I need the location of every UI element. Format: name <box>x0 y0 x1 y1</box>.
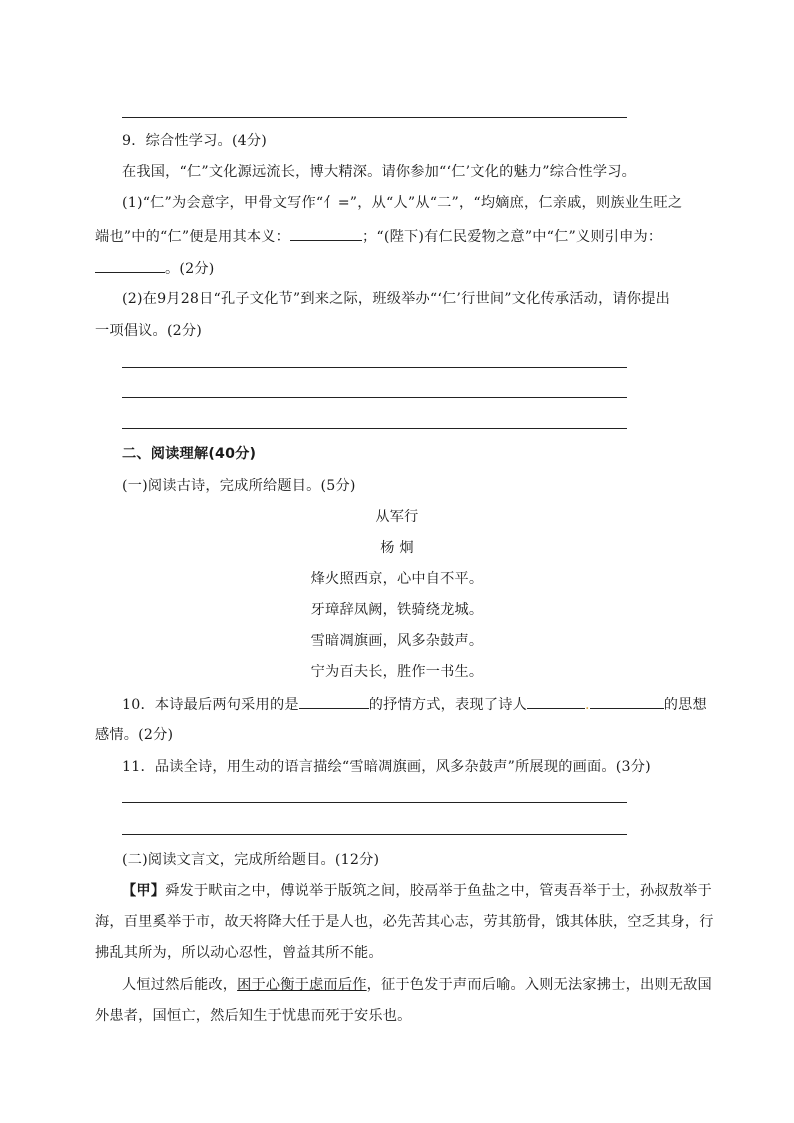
poem-line-1: 烽火照西京，心中自不平。 <box>310 571 484 587</box>
answer-line-top <box>122 117 627 118</box>
q10-blank-1[interactable] <box>299 694 369 709</box>
q10-text-c: 的思想 <box>663 697 707 713</box>
jia-line-5: 外患者，国恒亡，然后知生于忧患而死于安乐也。 <box>95 1008 412 1024</box>
q9-part2-line1: (2)在9月28日“孔子文化节”到来之际，班级举办“‘仁’行世间”文化传承活动，请你提出 <box>122 291 671 307</box>
q9-title: 9．综合性学习。(4分) <box>122 133 268 149</box>
answer-line-q11-1[interactable] <box>122 802 627 803</box>
poem-line-3: 雪暗凋旗画，风多杂鼓声。 <box>310 633 484 649</box>
jia-line-3: 拂乱其所为，所以动心忍性，曾益其所不能。 <box>95 945 383 961</box>
jia-text-1: 舜发于畎亩之中，傅说举于版筑之间，胶鬲举于鱼盐之中，管夷吾举于士，孙叔敖举于 <box>165 883 712 899</box>
q9-part1-text-b: ；“(陛下)有仁民爱物之意”中“仁”义则引申为： <box>362 229 663 245</box>
answer-line-q9-3[interactable] <box>122 428 627 429</box>
q9-part1-text-a: 端也”中的“仁”便是用其本义： <box>95 229 291 245</box>
jia-tag: 【甲】 <box>122 883 166 899</box>
jia-line-2: 海，百里奚举于市，故天将降大任于是人也，必先苦其心志，劳其筋骨，饿其体肤，空乏其身，行 <box>95 914 714 930</box>
section-2-title: 二、阅读理解(40分) <box>122 446 257 462</box>
q10-line1 <box>122 694 707 715</box>
poem-line-4: 宁为百夫长，胜作一书生。 <box>310 664 484 680</box>
q10-text-b: 的抒情方式，表现了诗人 <box>368 697 527 713</box>
jia-text-4a: 人恒过然后能改， <box>122 977 238 993</box>
q9-part1-text-c: 。(2分) <box>165 261 215 277</box>
jia-text-4b: ，征于色发于声而后喻。入则无法家拂士，出则无敌国 <box>366 977 712 993</box>
jia-underlined-phrase: 困于心衡于虑而后作 <box>237 977 367 993</box>
q10-mark: . <box>584 697 590 713</box>
answer-line-q9-2[interactable] <box>122 397 627 398</box>
q9-part1-line2 <box>95 226 662 247</box>
poem-author: 杨 炯 <box>380 540 414 556</box>
section-2-sub2: (二)阅读文言文，完成所给题目。(12分) <box>122 852 380 868</box>
q9-blank-2[interactable] <box>95 258 165 273</box>
q10-blank-2b[interactable] <box>590 694 664 709</box>
answer-line-q11-2[interactable] <box>122 834 627 835</box>
answer-line-q9-1[interactable] <box>122 367 627 368</box>
q10-text-a: 10．本诗最后两句采用的是 <box>122 697 299 713</box>
section-2-sub1: (一)阅读古诗，完成所给题目。(5分) <box>122 478 356 494</box>
poem-title: 从军行 <box>375 509 419 525</box>
q9-part1-line3 <box>95 258 214 279</box>
q9-part2-line2: 一项倡议。(2分) <box>95 323 203 339</box>
q11-text: 11．品读全诗，用生动的语言描绘“雪暗凋旗画，风多杂鼓声”所展现的画面。(3分) <box>122 759 651 775</box>
poem-line-2: 牙璋辞凤阙，铁骑绕龙城。 <box>310 602 484 618</box>
q9-part1-line1: (1)“仁”为会意字，甲骨文写作“⺅=”，从“人”从“二”，“均嫡庶，仁亲戚，则族业生旺之 <box>122 195 683 211</box>
q9-intro: 在我国，“仁”文化源远流长，博大精深。请你参加“‘仁’文化的魅力”综合性学习。 <box>122 164 637 180</box>
q9-blank-1[interactable] <box>290 226 362 241</box>
jia-line-4 <box>122 975 712 995</box>
q10-line2: 感情。(2分) <box>95 727 174 743</box>
jia-line-1 <box>122 881 712 901</box>
q10-blank-2a[interactable] <box>527 694 585 709</box>
